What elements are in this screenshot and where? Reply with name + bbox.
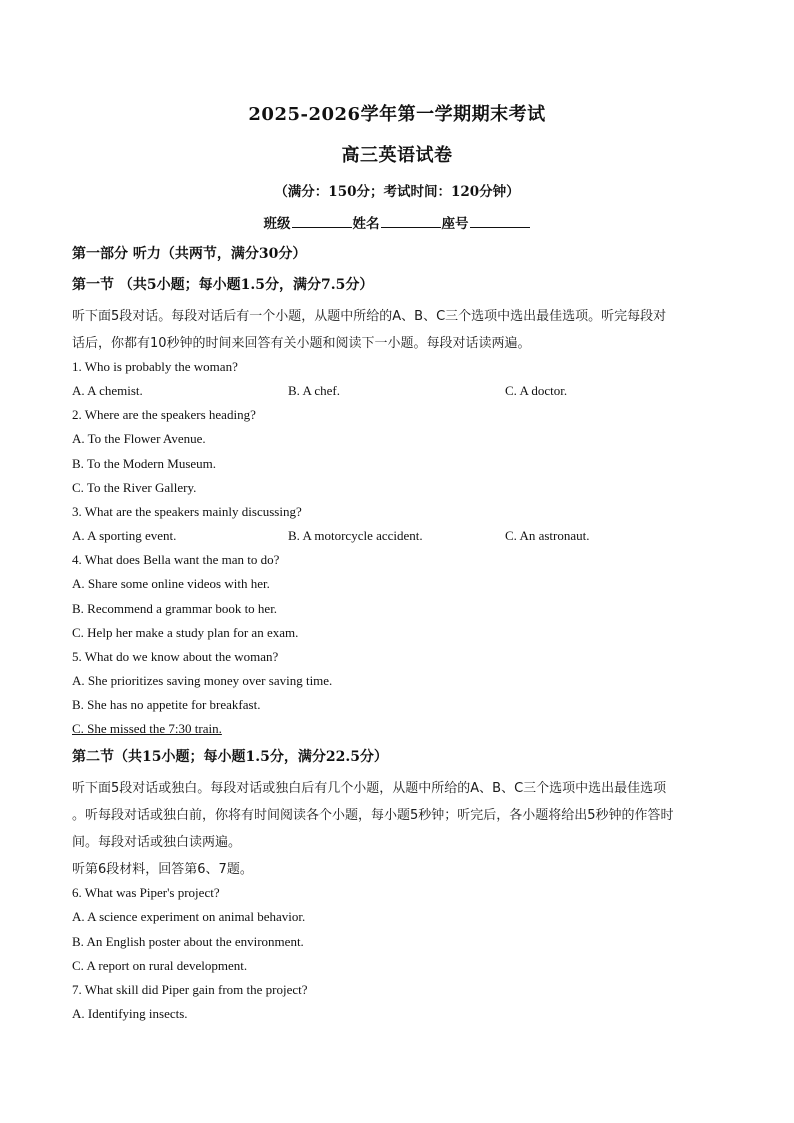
section1-instruction-line: 话后，你都有10秒钟的时间来回答有关小题和阅读下一小题。每段对话读两遍。 xyxy=(72,336,531,351)
option-a: A. A chemist. xyxy=(72,383,143,398)
option-b: B. She has no appetite for breakfast. xyxy=(72,697,261,712)
option-a: A. Identifying insects. xyxy=(72,1006,188,1021)
question-stem: 7. What skill did Piper gain from the project? xyxy=(72,982,308,997)
option-c: C. Help her make a study plan for an exam. xyxy=(72,625,299,640)
question-stem: 3. What are the speakers mainly discussing? xyxy=(72,504,302,519)
exam-subtitle: 高三英语试卷 xyxy=(341,145,453,166)
name-blank[interactable] xyxy=(381,214,441,228)
option-c: C. A doctor. xyxy=(505,383,568,398)
seat-blank[interactable] xyxy=(470,214,530,228)
option-b: B. Recommend a grammar book to her. xyxy=(72,601,278,616)
question-stem: 4. What does Bella want the man to do? xyxy=(72,552,280,567)
option-c: C. An astronaut. xyxy=(505,528,590,543)
question-stem: 2. Where are the speakers heading? xyxy=(72,407,256,422)
section2-heading: 第二节（共15小题；每小题1.5分，满分22.5分） xyxy=(72,749,388,765)
material-note: 听第6段材料，回答第6、7题。 xyxy=(72,862,253,877)
option-a: A. Share some online videos with her. xyxy=(72,576,270,591)
section2-instruction-line: 间。每段对话或独白读两遍。 xyxy=(72,835,242,850)
seat-label: 座号 xyxy=(441,216,469,232)
section2-instruction-line: 听下面5段对话或独白。每段对话或独白后有几个小题，从题中所给的A、B、C三个选项中选出最佳选项 xyxy=(72,781,667,796)
option-b: B. A chef. xyxy=(288,383,340,398)
name-label: 姓名 xyxy=(352,216,380,232)
option-a: A. She prioritizes saving money over saving time. xyxy=(72,673,333,688)
option-a: A. A sporting event. xyxy=(72,528,177,543)
option-c: C. A report on rural development. xyxy=(72,958,248,973)
part1-heading: 第一部分 听力（共两节，满分30分） xyxy=(72,246,307,262)
option-c: C. She missed the 7:30 train. xyxy=(72,721,222,736)
question-stem: 1. Who is probably the woman? xyxy=(72,359,238,374)
option-b: B. To the Modern Museum. xyxy=(72,456,217,471)
section1-instruction-line: 听下面5段对话。每段对话后有一个小题，从题中所给的A、B、C三个选项中选出最佳选项。听完每段对 xyxy=(72,309,667,324)
question-stem: 5. What do we know about the woman? xyxy=(72,649,279,664)
option-a: A. To the Flower Avenue. xyxy=(72,431,206,446)
question-stem: 6. What was Piper's project? xyxy=(72,885,220,900)
section1-heading: 第一节 （共5小题；每小题1.5分，满分7.5分） xyxy=(72,277,374,293)
option-b: B. A motorcycle accident. xyxy=(288,528,423,543)
class-label: 班级 xyxy=(263,216,291,232)
section2-instruction-line: 。听每段对话或独白前，你将有时间阅读各个小题，每小题5秒钟；听完后，各小题将给出5秒钟的作答时 xyxy=(72,808,674,823)
class-blank[interactable] xyxy=(292,214,352,228)
option-a: A. A science experiment on animal behavior. xyxy=(72,909,306,924)
exam-info: （满分：150分；考试时间：120分钟） xyxy=(274,184,520,200)
option-b: B. An English poster about the environment. xyxy=(72,934,304,949)
option-c: C. To the River Gallery. xyxy=(72,480,197,495)
student-fields xyxy=(0,212,794,232)
exam-title: 2025-2026学年第一学期期末考试 xyxy=(248,104,546,125)
